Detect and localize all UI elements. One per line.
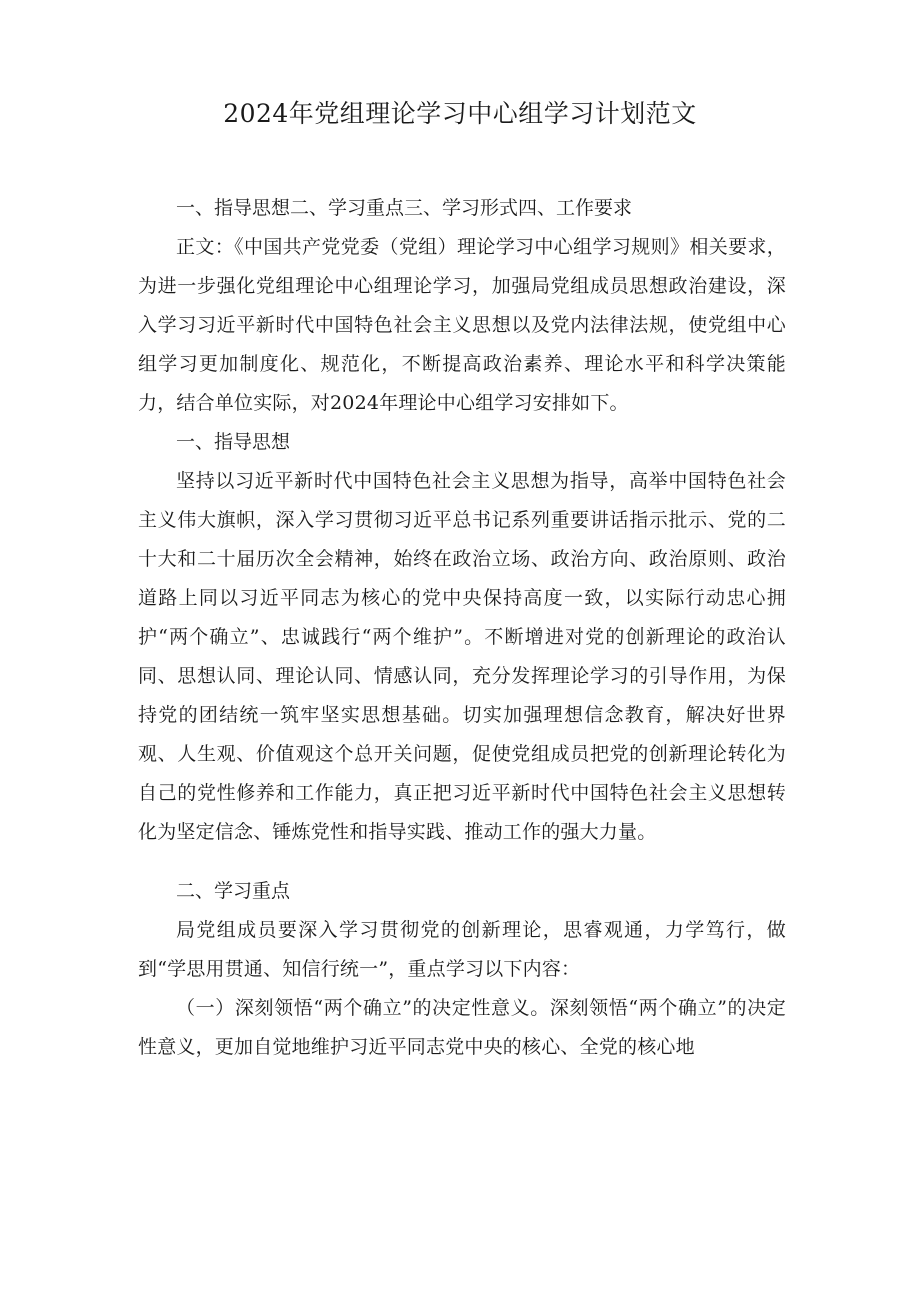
outline-line: 一、指导思想二、学习重点三、学习形式四、工作要求 bbox=[176, 197, 633, 219]
section-1-heading: 一、指导思想 bbox=[176, 431, 291, 453]
section-gap bbox=[138, 852, 786, 872]
document-title: 2024年党组理论学习中心组学习计划范文 bbox=[223, 99, 697, 128]
section-2-heading: 二、学习重点 bbox=[176, 880, 291, 902]
intro-paragraph: 正文：《中国共产党党委（党组）理论学习中心组学习规则》相关要求，为进一步强化党组理论中心组理论学习，加强局党组成员思想政治建设，深入学习习近平新时代中国特色社会主义思想以及党内法律法规，使党组中心组学习更加制度化、规范化，不断提高政治素养、理论水平和科学决策能力，结合单位实际，对2024年理论中心组学习安排如下。 bbox=[138, 236, 786, 414]
section-1-paragraph: 坚持以习近平新时代中国特色社会主义思想为指导，高举中国特色社会主义伟大旗帜，深入学习贯彻习近平总书记系列重要讲话指示批示、党的二十大和二十届历次全会精神，始终在政治立场、政治方向、政治原则、政治道路上同以习近平同志为核心的党中央保持高度一致，以实际行动忠心拥护“两个确立”、忠诚践行“两个维护”。不断增进对党的创新理论的政治认同、思想认同、理论认同、情感认同，充分发挥理论学习的引导作用，为保持党的团结统一筑牢坚实思想基础。切实加强理想信念教育，解决好世界观、人生观、价值观这个总开关问题，促使党组成员把党的创新理论转化为自己的党性修养和工作能力，真正把习近平新时代中国特色社会主义思想转化为坚定信念、锤炼党性和指导实践、推动工作的强大力量。 bbox=[138, 470, 786, 843]
section-2-paragraph: 局党组成员要深入学习贯彻党的创新理论，思睿观通，力学笃行，做到“学思用贯通、知信行统一”，重点学习以下内容： bbox=[138, 919, 786, 980]
section-2-item-1: （一）深刻领悟“两个确立”的决定性意义。深刻领悟“两个确立”的决定性意义，更加自觉地维护习近平同志党中央的核心、全党的核心地 bbox=[138, 997, 786, 1058]
document-body bbox=[138, 189, 786, 1067]
